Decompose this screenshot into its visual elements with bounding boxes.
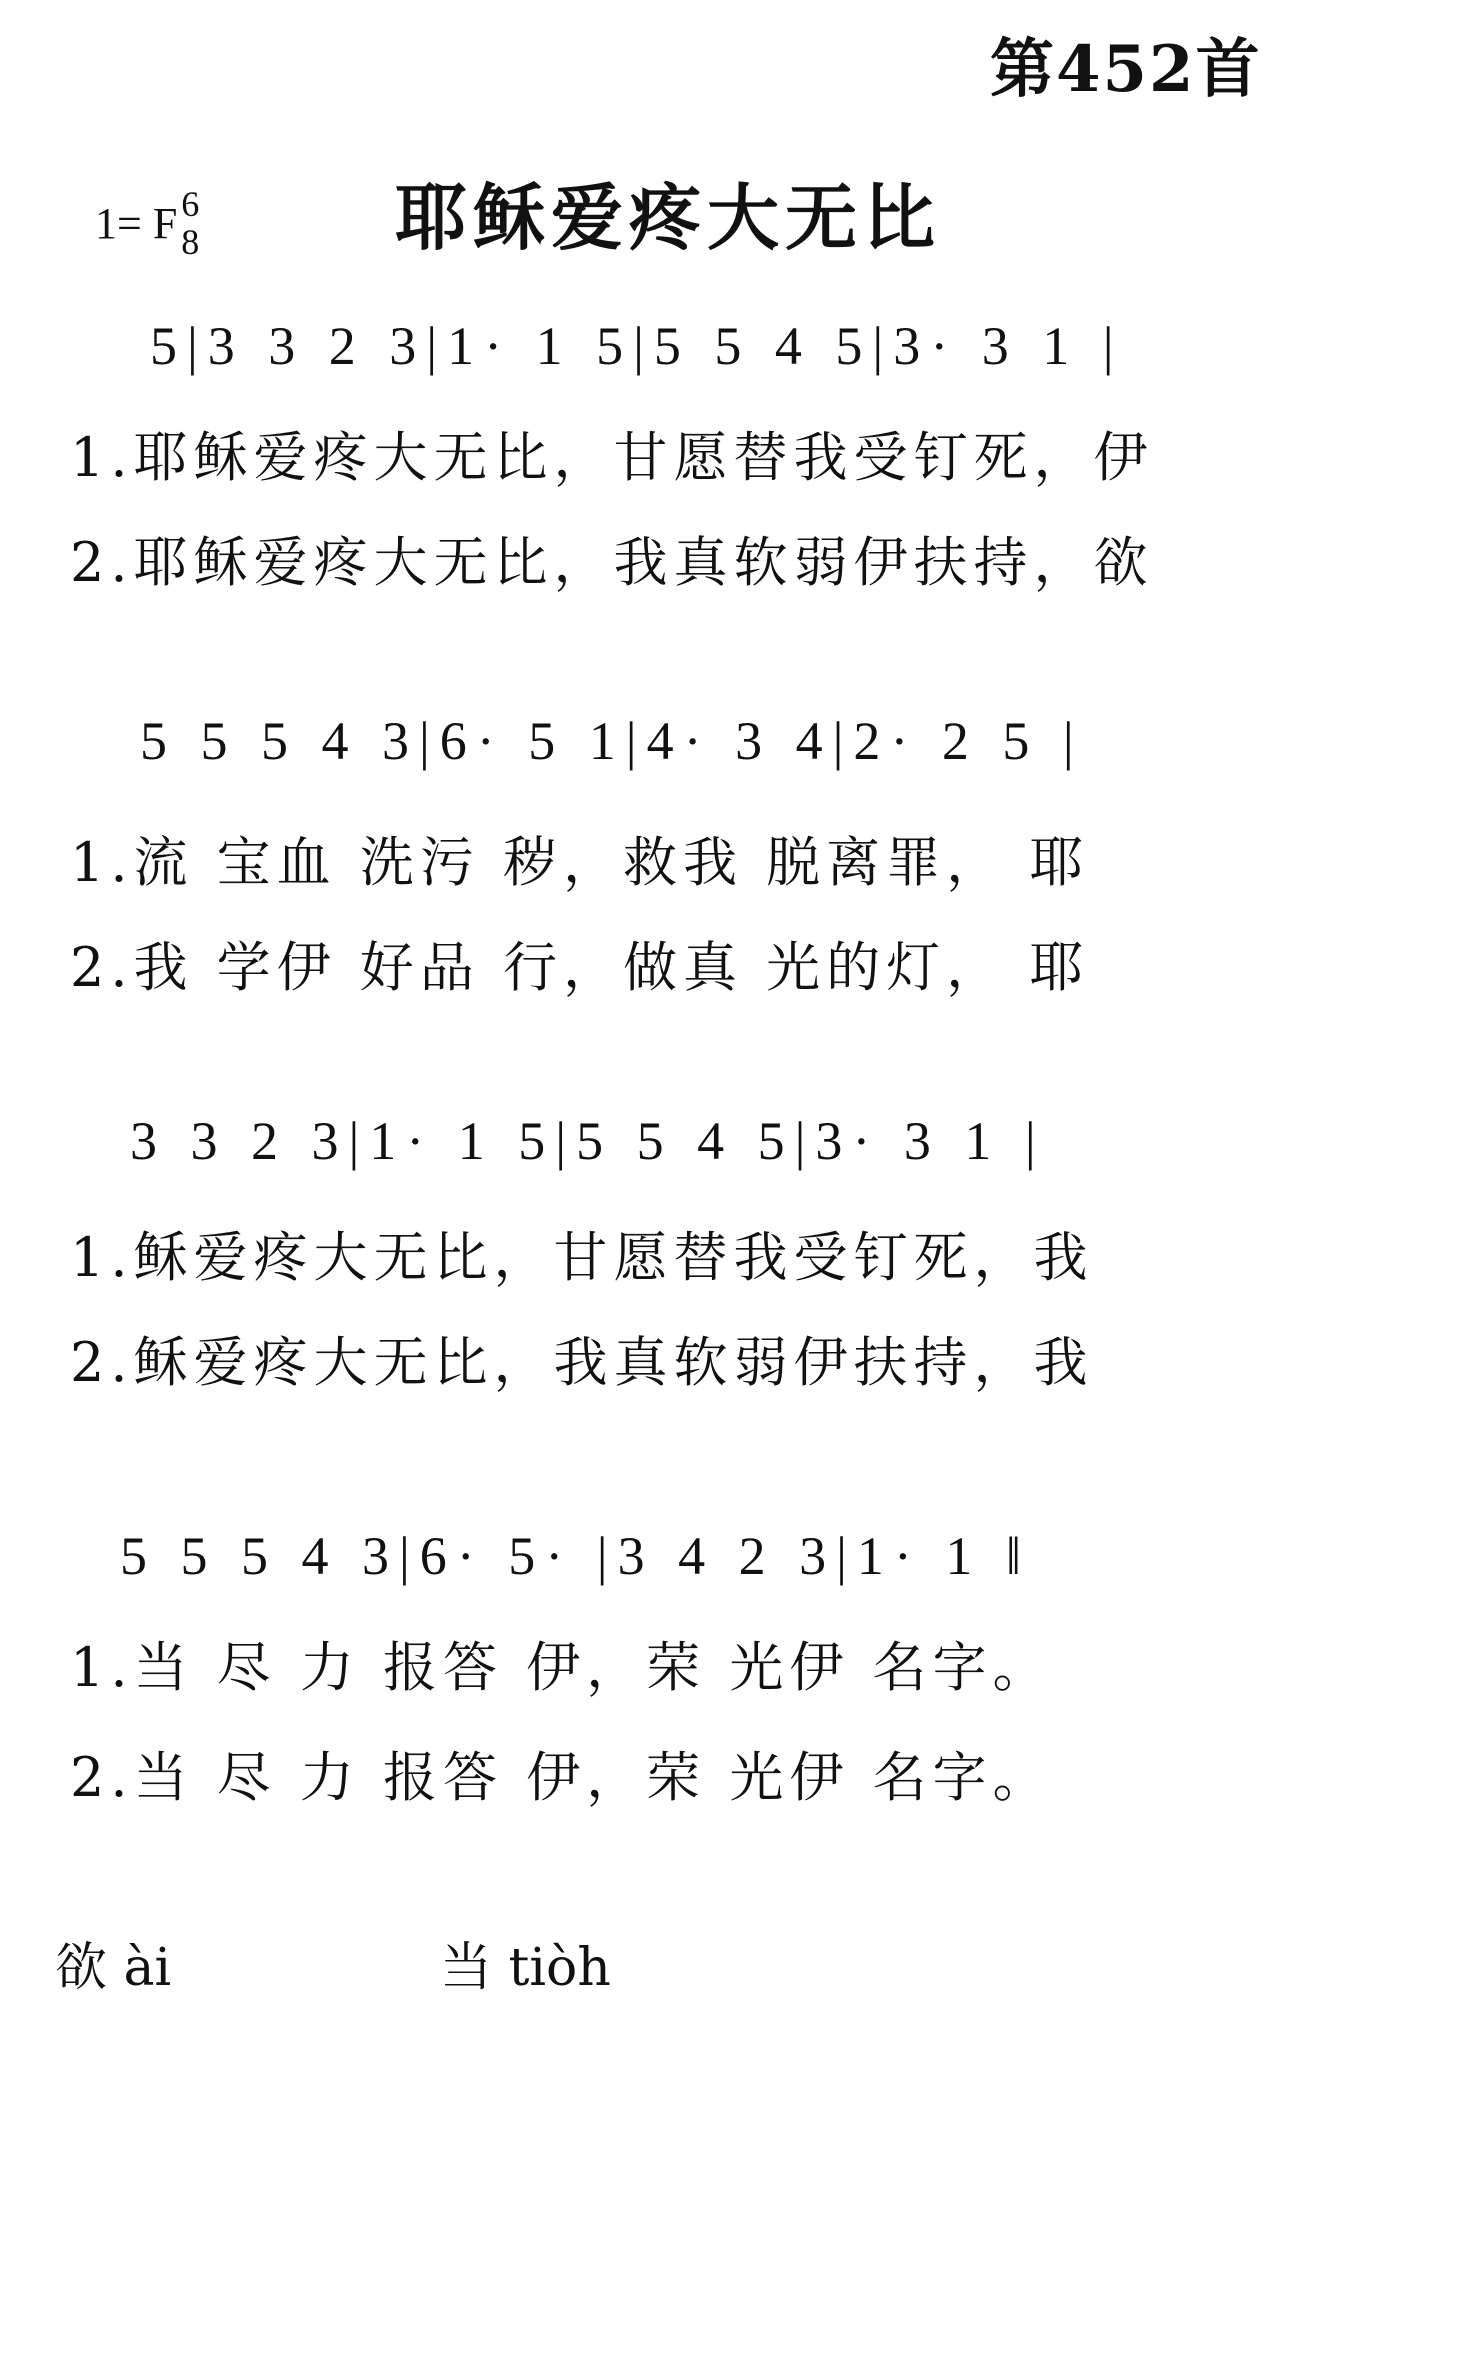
lyric-verse-2: 2.当 尽 力 报答 伊，荣 光伊 名字。 <box>70 1746 1053 1809</box>
hymn-number: 第452首 <box>990 32 1262 107</box>
time-signature <box>181 185 199 261</box>
notation-line: 5 5 5 4 3|6· 5 1|4· 3 4|2· 2 5 | <box>140 711 1084 771</box>
pronunciation-note-left: 欲 ài <box>55 1938 172 1998</box>
hymn-title: 耶稣爱疼大无比 <box>395 175 942 260</box>
lyric-verse-1: 1.当 尽 力 报答 伊，荣 光伊 名字。 <box>70 1636 1053 1699</box>
key-signature <box>95 185 199 261</box>
lyric-verse-1: 1.流 宝血 洗污 秽，救我 脱离罪， 耶 <box>70 831 1090 894</box>
notation-line: 5 5 5 4 3|6· 5· |3 4 2 3|1· 1 ‖ <box>120 1526 1032 1586</box>
time-numerator: 6 <box>181 184 200 224</box>
key-label: 1= F <box>95 198 178 248</box>
notation-line: 5|3 3 2 3|1· 1 5|5 5 4 5|3· 3 1 | <box>150 316 1124 376</box>
time-denominator: 8 <box>181 222 200 262</box>
pronunciation-note-right: 当 tiòh <box>440 1938 611 1998</box>
lyric-verse-1: 1.稣爱疼大无比，甘愿替我受钉死，我 <box>70 1226 1094 1289</box>
lyric-verse-2: 2.耶稣爱疼大无比，我真软弱伊扶持，欲 <box>70 531 1154 594</box>
lyric-verse-2: 2.我 学伊 好品 行，做真 光的灯， 耶 <box>70 936 1090 999</box>
lyric-verse-2: 2.稣爱疼大无比，我真软弱伊扶持，我 <box>70 1331 1094 1394</box>
lyric-verse-1: 1.耶稣爱疼大无比，甘愿替我受钉死，伊 <box>70 426 1154 489</box>
notation-line: 3 3 2 3|1· 1 5|5 5 4 5|3· 3 1 | <box>130 1111 1046 1171</box>
